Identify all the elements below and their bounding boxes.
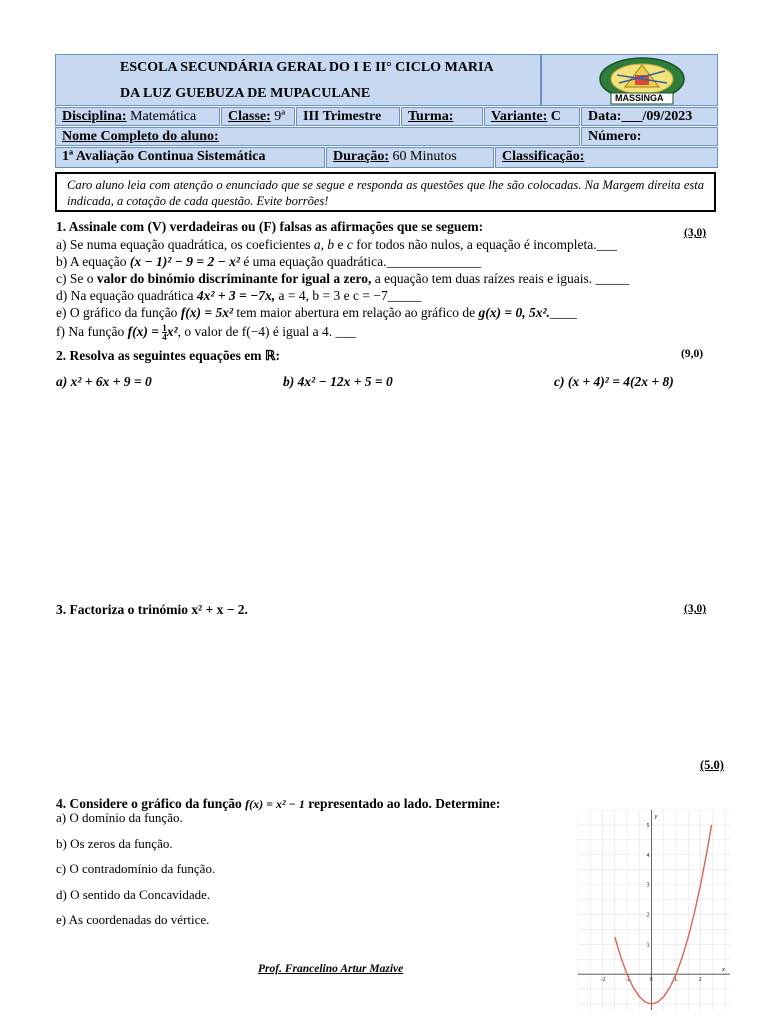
q2-title: 2. Resolva as seguintes equações em ℝ: bbox=[56, 348, 281, 363]
q4-score: (5.0) bbox=[700, 758, 724, 772]
q4-item-a: a) O domínio da função. bbox=[56, 810, 183, 825]
parabola-chart bbox=[578, 810, 730, 1010]
q3-title: 3. Factoriza o trinómio x² + x − 2. bbox=[56, 602, 248, 617]
data-value: ___/09/2023 bbox=[621, 109, 693, 124]
q1-item-c: c) Se o valor do binómio discriminante for igual a zero, a equação tem duas raízes reais e iguais. _____ bbox=[56, 271, 630, 286]
q2-equation-a: a) x² + 6x + 9 = 0 bbox=[56, 374, 152, 389]
data-label: Data: bbox=[588, 109, 622, 124]
q4-item-c: c) O contradomínio da função. bbox=[56, 861, 216, 876]
y-tick-label: 5 bbox=[646, 822, 650, 829]
variante-label: Variante: bbox=[491, 109, 548, 124]
y-tick-label: 2 bbox=[646, 912, 650, 919]
classe-cell bbox=[221, 107, 295, 126]
x-tick-label: -2 bbox=[600, 977, 606, 984]
school-name-cell bbox=[55, 54, 541, 106]
instructions-box: Caro aluno leia com atenção o enunciado que se segue e responda as questões que lhe são colocadas. Na Margem direita esta indicada, a cotação de cada questão. Evite borrões! bbox=[55, 172, 716, 212]
nome-label: Nome Completo do aluno: bbox=[62, 129, 219, 144]
duracao-value: 60 Minutos bbox=[392, 149, 457, 164]
duracao-label: Duração: bbox=[333, 149, 389, 164]
classificacao-cell bbox=[495, 147, 718, 168]
q4-item-e: e) As coordenadas do vértice. bbox=[56, 912, 210, 927]
nome-cell bbox=[55, 127, 580, 146]
logo-text: MASSINGA bbox=[615, 93, 664, 103]
teacher-signature: Prof. Francelino Artur Mazive bbox=[258, 963, 404, 975]
q2-score: (9,0) bbox=[681, 348, 704, 360]
q4-item-d: d) O sentido da Concavidade. bbox=[56, 887, 211, 902]
turma-cell bbox=[401, 107, 483, 126]
q4-title: 4. Considere o gráfico da função f(x) = x² − 1 representado ao lado. Determine: bbox=[56, 796, 501, 811]
q1-item-b: b) A equação (x − 1)² − 9 = 2 − x² é uma equação quadrática.______________ bbox=[56, 254, 481, 269]
y-tick-label: 3 bbox=[646, 882, 650, 889]
numero-cell bbox=[581, 127, 718, 146]
school-name-line1: ESCOLA SECUNDÁRIA GERAL DO I E II° CICLO MARIA bbox=[120, 60, 494, 75]
numero-label: Número: bbox=[588, 129, 642, 144]
school-name-line2: DA LUZ GUEBUZA DE MUPACULANE bbox=[120, 86, 371, 101]
x-axis-label: x bbox=[722, 967, 725, 974]
x-tick-label: 2 bbox=[698, 977, 702, 984]
q3-score: (3,0) bbox=[684, 603, 707, 615]
avaliacao-label: 1ª Avaliação Continua Sistemática bbox=[62, 149, 266, 164]
q2-equation-b: b) 4x² − 12x + 5 = 0 bbox=[283, 374, 393, 389]
trimestre-label: III Trimestre bbox=[303, 109, 382, 124]
y-tick-label: 4 bbox=[646, 852, 650, 859]
q4-item-b: b) Os zeros da função. bbox=[56, 836, 173, 851]
q1-score: (3,0) bbox=[684, 227, 707, 239]
x-tick-label: -1 bbox=[625, 977, 631, 984]
q1-item-a: a) Se numa equação quadrática, os coeficientes a, b e c for todos não nulos, a equação é incompleta.___ bbox=[56, 237, 617, 252]
logo-cell bbox=[541, 54, 718, 106]
y-axis-label: y bbox=[654, 814, 658, 820]
x-tick-label: 1 bbox=[674, 977, 678, 984]
turma-label: Turma: bbox=[408, 109, 454, 124]
q2-equation-c: c) (x + 4)² = 4(2x + 8) bbox=[554, 374, 674, 389]
disciplina-label: Disciplina: bbox=[62, 109, 127, 124]
y-tick-label: 1 bbox=[646, 942, 650, 949]
disciplina-cell bbox=[55, 107, 220, 126]
classificacao-label: Classificação: bbox=[502, 149, 585, 164]
fraction-one-quarter: $\frac{1}{4}$ bbox=[162, 323, 167, 343]
data-cell bbox=[581, 107, 718, 126]
q1-item-e: e) O gráfico da função f(x) = 5x² tem maior abertura em relação ao gráfico de g(x) = 0, 5x².____ bbox=[56, 305, 577, 320]
classe-value: 9ª bbox=[274, 109, 286, 124]
duracao-cell bbox=[326, 147, 494, 168]
classe-label: Classe: bbox=[228, 109, 271, 124]
disciplina-value: Matemática bbox=[130, 109, 197, 124]
q1-item-d: d) Na equação quadrática 4x² + 3 = −7x, a = 4, b = 3 e c = −7_____ bbox=[56, 288, 422, 303]
x-tick-label: 0 bbox=[649, 977, 653, 984]
q1-item-f: f) Na função f(x) = $\frac{1}{4}$ x², o valor de f(−4) é igual a 4. ___ bbox=[56, 323, 356, 343]
variante-value: C bbox=[550, 109, 561, 124]
variante-cell bbox=[484, 107, 580, 126]
avaliacao-cell bbox=[55, 147, 325, 168]
q1-title: 1. Assinale com (V) verdadeiras ou (F) falsas as afirmações que se seguem: bbox=[56, 219, 484, 234]
trimestre-cell bbox=[296, 107, 400, 126]
